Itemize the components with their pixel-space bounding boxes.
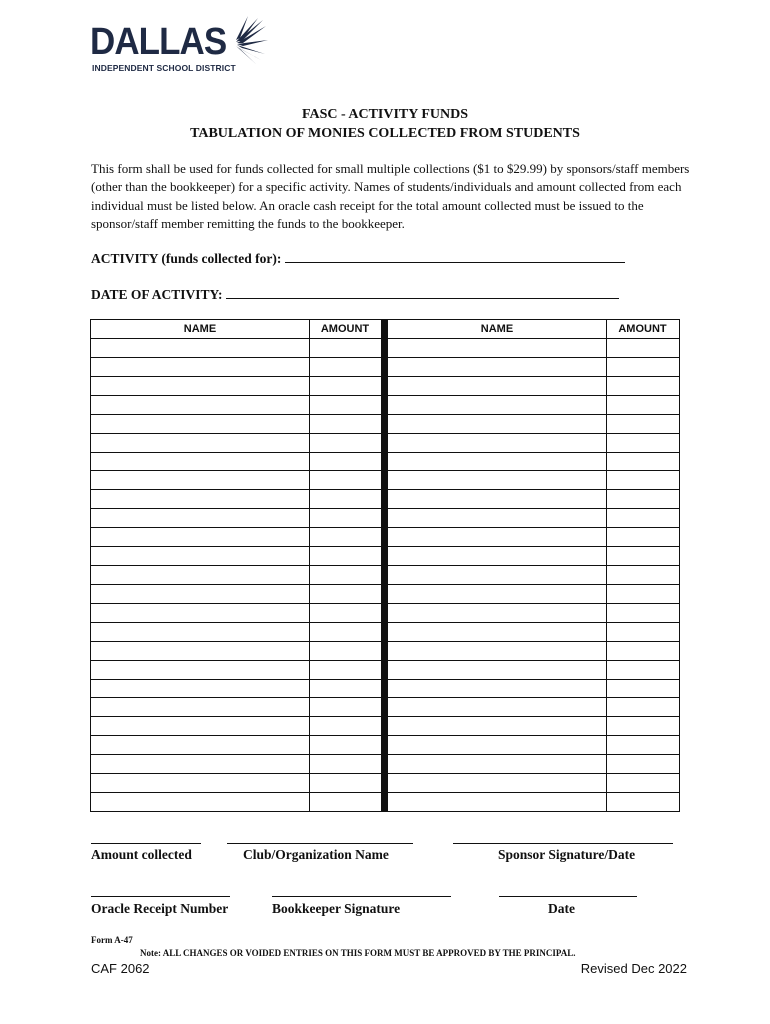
logo-subtitle: INDEPENDENT SCHOOL DISTRICT xyxy=(92,63,236,73)
table-row[interactable] xyxy=(91,508,679,509)
table-row[interactable] xyxy=(91,622,679,623)
oracle-receipt-line[interactable] xyxy=(91,896,230,897)
table-row[interactable] xyxy=(91,754,679,755)
date-label-bottom: Date xyxy=(548,901,575,916)
table-row[interactable] xyxy=(91,565,679,566)
table-row[interactable] xyxy=(91,697,679,698)
table-row[interactable] xyxy=(91,679,679,680)
amount-collected-line[interactable] xyxy=(91,843,201,844)
table-row[interactable] xyxy=(91,338,679,339)
revision-date: Revised Dec 2022 xyxy=(580,961,687,976)
district-logo xyxy=(90,16,260,78)
approval-note: Note: ALL CHANGES OR VOIDED ENTRIES ON THIS FORM MUST BE APPROVED BY THE PRINCIPAL. xyxy=(140,948,576,958)
table-row[interactable] xyxy=(91,716,679,717)
club-name-label: Club/Organization Name xyxy=(243,847,389,862)
club-name-line[interactable] xyxy=(227,843,413,844)
table-row[interactable] xyxy=(91,489,679,490)
logo-wordmark: DALLAS xyxy=(90,21,227,63)
table-row[interactable] xyxy=(91,414,679,415)
sponsor-signature-label: Sponsor Signature/Date xyxy=(498,847,636,862)
table-row[interactable] xyxy=(91,433,679,434)
table-row[interactable] xyxy=(91,735,679,736)
table-row[interactable] xyxy=(91,641,679,642)
amount-collected-label: Amount collected xyxy=(91,847,192,862)
date-field[interactable] xyxy=(91,286,619,303)
collections-table[interactable] xyxy=(90,319,680,812)
table-row[interactable] xyxy=(91,452,679,453)
date-label: DATE OF ACTIVITY: xyxy=(91,287,223,302)
form-number: Form A-47 xyxy=(91,935,133,945)
table-row[interactable] xyxy=(91,603,679,604)
table-row[interactable] xyxy=(91,395,679,396)
header-amount-left: AMOUNT xyxy=(320,323,370,335)
table-row[interactable] xyxy=(91,470,679,471)
header-amount-right: AMOUNT xyxy=(618,323,667,335)
table-row[interactable] xyxy=(91,792,679,793)
bookkeeper-signature-label: Bookkeeper Signature xyxy=(272,901,401,916)
date-input-line[interactable] xyxy=(226,286,619,299)
date-line[interactable] xyxy=(499,896,637,897)
header-name-left: NAME xyxy=(183,323,217,335)
instructions-paragraph: This form shall be used for funds collected for small multiple collections ($1 to $29.99) by sponsors/staff members (other than the bookkeeper) for a specific activity. Names of students/individuals and amount collected from each individual must be listed below. An oracle cash receipt for the total amount collected must be issued to the sponsor/staff member remitting the funds to the bookkeeper. xyxy=(91,161,690,232)
activity-label: ACTIVITY (funds collected for): xyxy=(91,251,282,266)
form-subtitle: TABULATION OF MONIES COLLECTED FROM STUDENTS xyxy=(190,126,580,141)
activity-input-line[interactable] xyxy=(285,250,625,263)
header-name-right: NAME xyxy=(480,323,514,335)
table-row[interactable] xyxy=(91,584,679,585)
activity-field[interactable] xyxy=(91,250,625,267)
table-row[interactable] xyxy=(91,357,679,358)
sponsor-signature-line[interactable] xyxy=(453,843,673,844)
table-row[interactable] xyxy=(91,527,679,528)
table-row[interactable] xyxy=(91,773,679,774)
star-burst-icon xyxy=(228,16,268,66)
oracle-receipt-label: Oracle Receipt Number xyxy=(91,901,229,916)
bookkeeper-signature-line[interactable] xyxy=(272,896,451,897)
table-row[interactable] xyxy=(91,376,679,377)
caf-code: CAF 2062 xyxy=(91,961,150,976)
table-row[interactable] xyxy=(91,546,679,547)
table-row[interactable] xyxy=(91,660,679,661)
form-title: FASC - ACTIVITY FUNDS xyxy=(301,107,469,122)
